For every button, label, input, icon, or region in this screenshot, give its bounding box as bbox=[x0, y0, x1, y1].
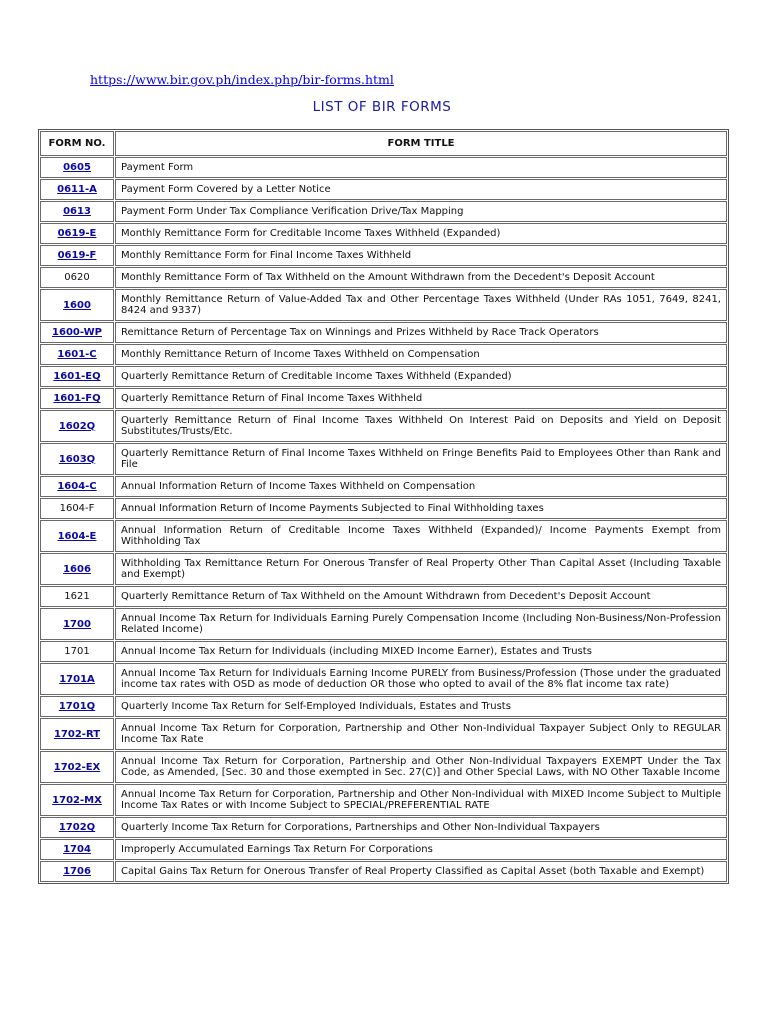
form-title-cell: Annual Income Tax Return for Corporation, Partnership and Other Non-Individual with MIXED Income Subject to Multiple Income Tax Rates or with Income Subject to SPECIAL/PREFERENTIAL RATE bbox=[115, 784, 727, 816]
form-number-cell bbox=[40, 586, 114, 607]
table-row bbox=[40, 223, 727, 244]
form-number-cell bbox=[40, 344, 114, 365]
form-number-cell bbox=[40, 223, 114, 244]
form-title-cell: Annual Information Return of Creditable Income Taxes Withheld (Expanded)/ Income Payments Exempt from Withholding Tax bbox=[115, 520, 727, 552]
form-number-link[interactable]: 1704 bbox=[63, 844, 91, 855]
form-number-cell bbox=[40, 817, 114, 838]
form-number-cell bbox=[40, 663, 114, 695]
table-row bbox=[40, 157, 727, 178]
form-title-cell: Annual Information Return of Income Payments Subjected to Final Withholding taxes bbox=[115, 498, 727, 519]
form-title-cell: Annual Income Tax Return for Individuals Earning Purely Compensation Income (Including Non-Business/Non-Profession Related Income) bbox=[115, 608, 727, 640]
form-number-text: 1701 bbox=[64, 646, 90, 657]
table-row bbox=[40, 641, 727, 662]
table-row bbox=[40, 245, 727, 266]
form-title-cell: Quarterly Remittance Return of Creditable Income Taxes Withheld (Expanded) bbox=[115, 366, 727, 387]
table-row bbox=[40, 663, 727, 695]
form-title-cell: Annual Income Tax Return for Individuals (including MIXED Income Earner), Estates and Trusts bbox=[115, 641, 727, 662]
column-header-form-title: FORM TITLE bbox=[115, 131, 727, 156]
form-number-cell bbox=[40, 608, 114, 640]
table-row bbox=[40, 366, 727, 387]
form-title-cell: Quarterly Income Tax Return for Self-Employed Individuals, Estates and Trusts bbox=[115, 696, 727, 717]
form-number-cell bbox=[40, 476, 114, 497]
form-title-cell: Remittance Return of Percentage Tax on Winnings and Prizes Withheld by Race Track Operators bbox=[115, 322, 727, 343]
form-title-cell: Improperly Accumulated Earnings Tax Return For Corporations bbox=[115, 839, 727, 860]
table-row bbox=[40, 322, 727, 343]
form-number-link[interactable]: 0619-E bbox=[57, 228, 97, 239]
form-number-cell bbox=[40, 520, 114, 552]
form-number-link[interactable]: 1706 bbox=[63, 866, 91, 877]
form-number-link[interactable]: 0611-A bbox=[57, 184, 97, 195]
form-number-cell bbox=[40, 157, 114, 178]
form-number-text: 1621 bbox=[64, 591, 90, 602]
form-number-link[interactable]: 1602Q bbox=[58, 420, 96, 432]
form-number-link[interactable]: 1700 bbox=[63, 618, 91, 630]
form-number-link[interactable]: 1606 bbox=[63, 563, 91, 575]
table-row bbox=[40, 520, 727, 552]
bir-forms-url-link[interactable]: https://www.bir.gov.ph/index.php/bir-forms.html bbox=[90, 72, 394, 87]
form-number-link[interactable]: 1600 bbox=[63, 299, 91, 311]
table-row bbox=[40, 498, 727, 519]
form-number-link[interactable]: 1600-WP bbox=[52, 327, 102, 338]
form-number-text: 1604-F bbox=[59, 503, 95, 514]
form-title-cell: Annual Information Return of Income Taxes Withheld on Compensation bbox=[115, 476, 727, 497]
table-row bbox=[40, 179, 727, 200]
form-number-cell bbox=[40, 641, 114, 662]
form-title-cell: Quarterly Remittance Return of Tax Withheld on the Amount Withdrawn from Decedent's Deposit Account bbox=[115, 586, 727, 607]
form-title-cell: Monthly Remittance Return of Value-Added Tax and Other Percentage Taxes Withheld (Under RAs 1051, 7649, 8241, 8424 and 9337) bbox=[115, 289, 727, 321]
form-number-cell bbox=[40, 553, 114, 585]
form-number-cell bbox=[40, 861, 114, 882]
form-title-cell: Monthly Remittance Form for Creditable Income Taxes Withheld (Expanded) bbox=[115, 223, 727, 244]
form-number-link[interactable]: 1603Q bbox=[58, 453, 96, 465]
table-row bbox=[40, 817, 727, 838]
form-number-cell bbox=[40, 443, 114, 475]
form-number-cell bbox=[40, 201, 114, 222]
form-title-cell: Quarterly Income Tax Return for Corporations, Partnerships and Other Non-Individual Taxpayers bbox=[115, 817, 727, 838]
form-number-link[interactable]: 0605 bbox=[63, 162, 91, 173]
form-title-cell: Monthly Remittance Form for Final Income Taxes Withheld bbox=[115, 245, 727, 266]
table-row bbox=[40, 476, 727, 497]
table-row bbox=[40, 586, 727, 607]
form-number-link[interactable]: 0613 bbox=[63, 206, 91, 217]
table-row bbox=[40, 718, 727, 750]
table-row bbox=[40, 696, 727, 717]
form-title-cell: Quarterly Remittance Return of Final Income Taxes Withheld on Fringe Benefits Paid to Employees Other than Rank and File bbox=[115, 443, 727, 475]
bir-forms-table bbox=[38, 129, 729, 884]
form-number-cell bbox=[40, 784, 114, 816]
table-row bbox=[40, 443, 727, 475]
form-title-cell: Annual Income Tax Return for Corporation, Partnership and Other Non-Individual Taxpayers EXEMPT Under the Tax Code, as Amended, [Sec. 30 and those exempted in Sec. 27(C)] and Other Special Laws, with NO Other Taxable Income bbox=[115, 751, 727, 783]
form-number-cell bbox=[40, 839, 114, 860]
form-number-cell bbox=[40, 289, 114, 321]
table-row bbox=[40, 289, 727, 321]
form-number-link[interactable]: 1601-C bbox=[57, 349, 97, 360]
form-number-cell bbox=[40, 410, 114, 442]
form-number-link[interactable]: 1702-RT bbox=[53, 728, 101, 740]
column-header-form-no: FORM NO. bbox=[40, 131, 114, 156]
form-title-cell: Payment Form bbox=[115, 157, 727, 178]
form-number-link[interactable]: 1601-EQ bbox=[53, 371, 101, 382]
form-number-link[interactable]: 1701Q bbox=[58, 701, 96, 712]
form-number-link[interactable]: 1701A bbox=[59, 673, 95, 685]
form-title-cell: Annual Income Tax Return for Corporation, Partnership and Other Non-Individual Taxpayer Subject Only to REGULAR Income Tax Rate bbox=[115, 718, 727, 750]
table-row bbox=[40, 608, 727, 640]
table-body bbox=[40, 157, 727, 882]
form-title-cell: Quarterly Remittance Return of Final Income Taxes Withheld bbox=[115, 388, 727, 409]
form-number-text: 0620 bbox=[64, 272, 90, 283]
form-title-cell: Annual Income Tax Return for Individuals Earning Income PURELY from Business/Profession (Those under the graduated income tax rates with OSD as mode of deduction OR those who opted to avail of the 8% flat income tax rate) bbox=[115, 663, 727, 695]
form-number-cell bbox=[40, 751, 114, 783]
form-number-link[interactable]: 1702-EX bbox=[53, 761, 101, 773]
form-title-cell: Withholding Tax Remittance Return For Onerous Transfer of Real Property Other Than Capital Asset (Including Taxable and Exempt) bbox=[115, 553, 727, 585]
form-number-cell bbox=[40, 718, 114, 750]
page-title: LIST OF BIR FORMS bbox=[312, 99, 452, 115]
form-title-cell: Monthly Remittance Return of Income Taxes Withheld on Compensation bbox=[115, 344, 727, 365]
form-title-cell: Payment Form Covered by a Letter Notice bbox=[115, 179, 727, 200]
form-title-cell: Payment Form Under Tax Compliance Verification Drive/Tax Mapping bbox=[115, 201, 727, 222]
table-header-row bbox=[40, 131, 727, 156]
form-number-cell bbox=[40, 322, 114, 343]
form-number-link[interactable]: 1702Q bbox=[58, 822, 96, 833]
table-row bbox=[40, 784, 727, 816]
form-number-cell bbox=[40, 267, 114, 288]
form-title-cell: Capital Gains Tax Return for Onerous Transfer of Real Property Classified as Capital Asset (both Taxable and Exempt) bbox=[115, 861, 727, 882]
form-number-cell bbox=[40, 498, 114, 519]
form-number-cell bbox=[40, 388, 114, 409]
table-row bbox=[40, 861, 727, 882]
form-number-cell bbox=[40, 179, 114, 200]
form-number-link[interactable]: 1604-C bbox=[57, 481, 97, 492]
form-title-cell: Monthly Remittance Form of Tax Withheld on the Amount Withdrawn from the Decedent's Deposit Account bbox=[115, 267, 727, 288]
form-number-cell bbox=[40, 696, 114, 717]
table-row bbox=[40, 267, 727, 288]
form-number-link[interactable]: 1604-E bbox=[57, 530, 97, 542]
form-number-link[interactable]: 0619-F bbox=[57, 250, 97, 261]
form-number-link[interactable]: 1702-MX bbox=[52, 794, 102, 806]
form-number-cell bbox=[40, 245, 114, 266]
table-row bbox=[40, 388, 727, 409]
table-row bbox=[40, 839, 727, 860]
table-row bbox=[40, 344, 727, 365]
table-row bbox=[40, 410, 727, 442]
table-row bbox=[40, 751, 727, 783]
table-row bbox=[40, 553, 727, 585]
table-row bbox=[40, 201, 727, 222]
form-number-link[interactable]: 1601-FQ bbox=[53, 393, 101, 404]
form-number-cell bbox=[40, 366, 114, 387]
form-title-cell: Quarterly Remittance Return of Final Income Taxes Withheld On Interest Paid on Deposits and Yield on Deposit Substitutes/Trusts/Etc. bbox=[115, 410, 727, 442]
